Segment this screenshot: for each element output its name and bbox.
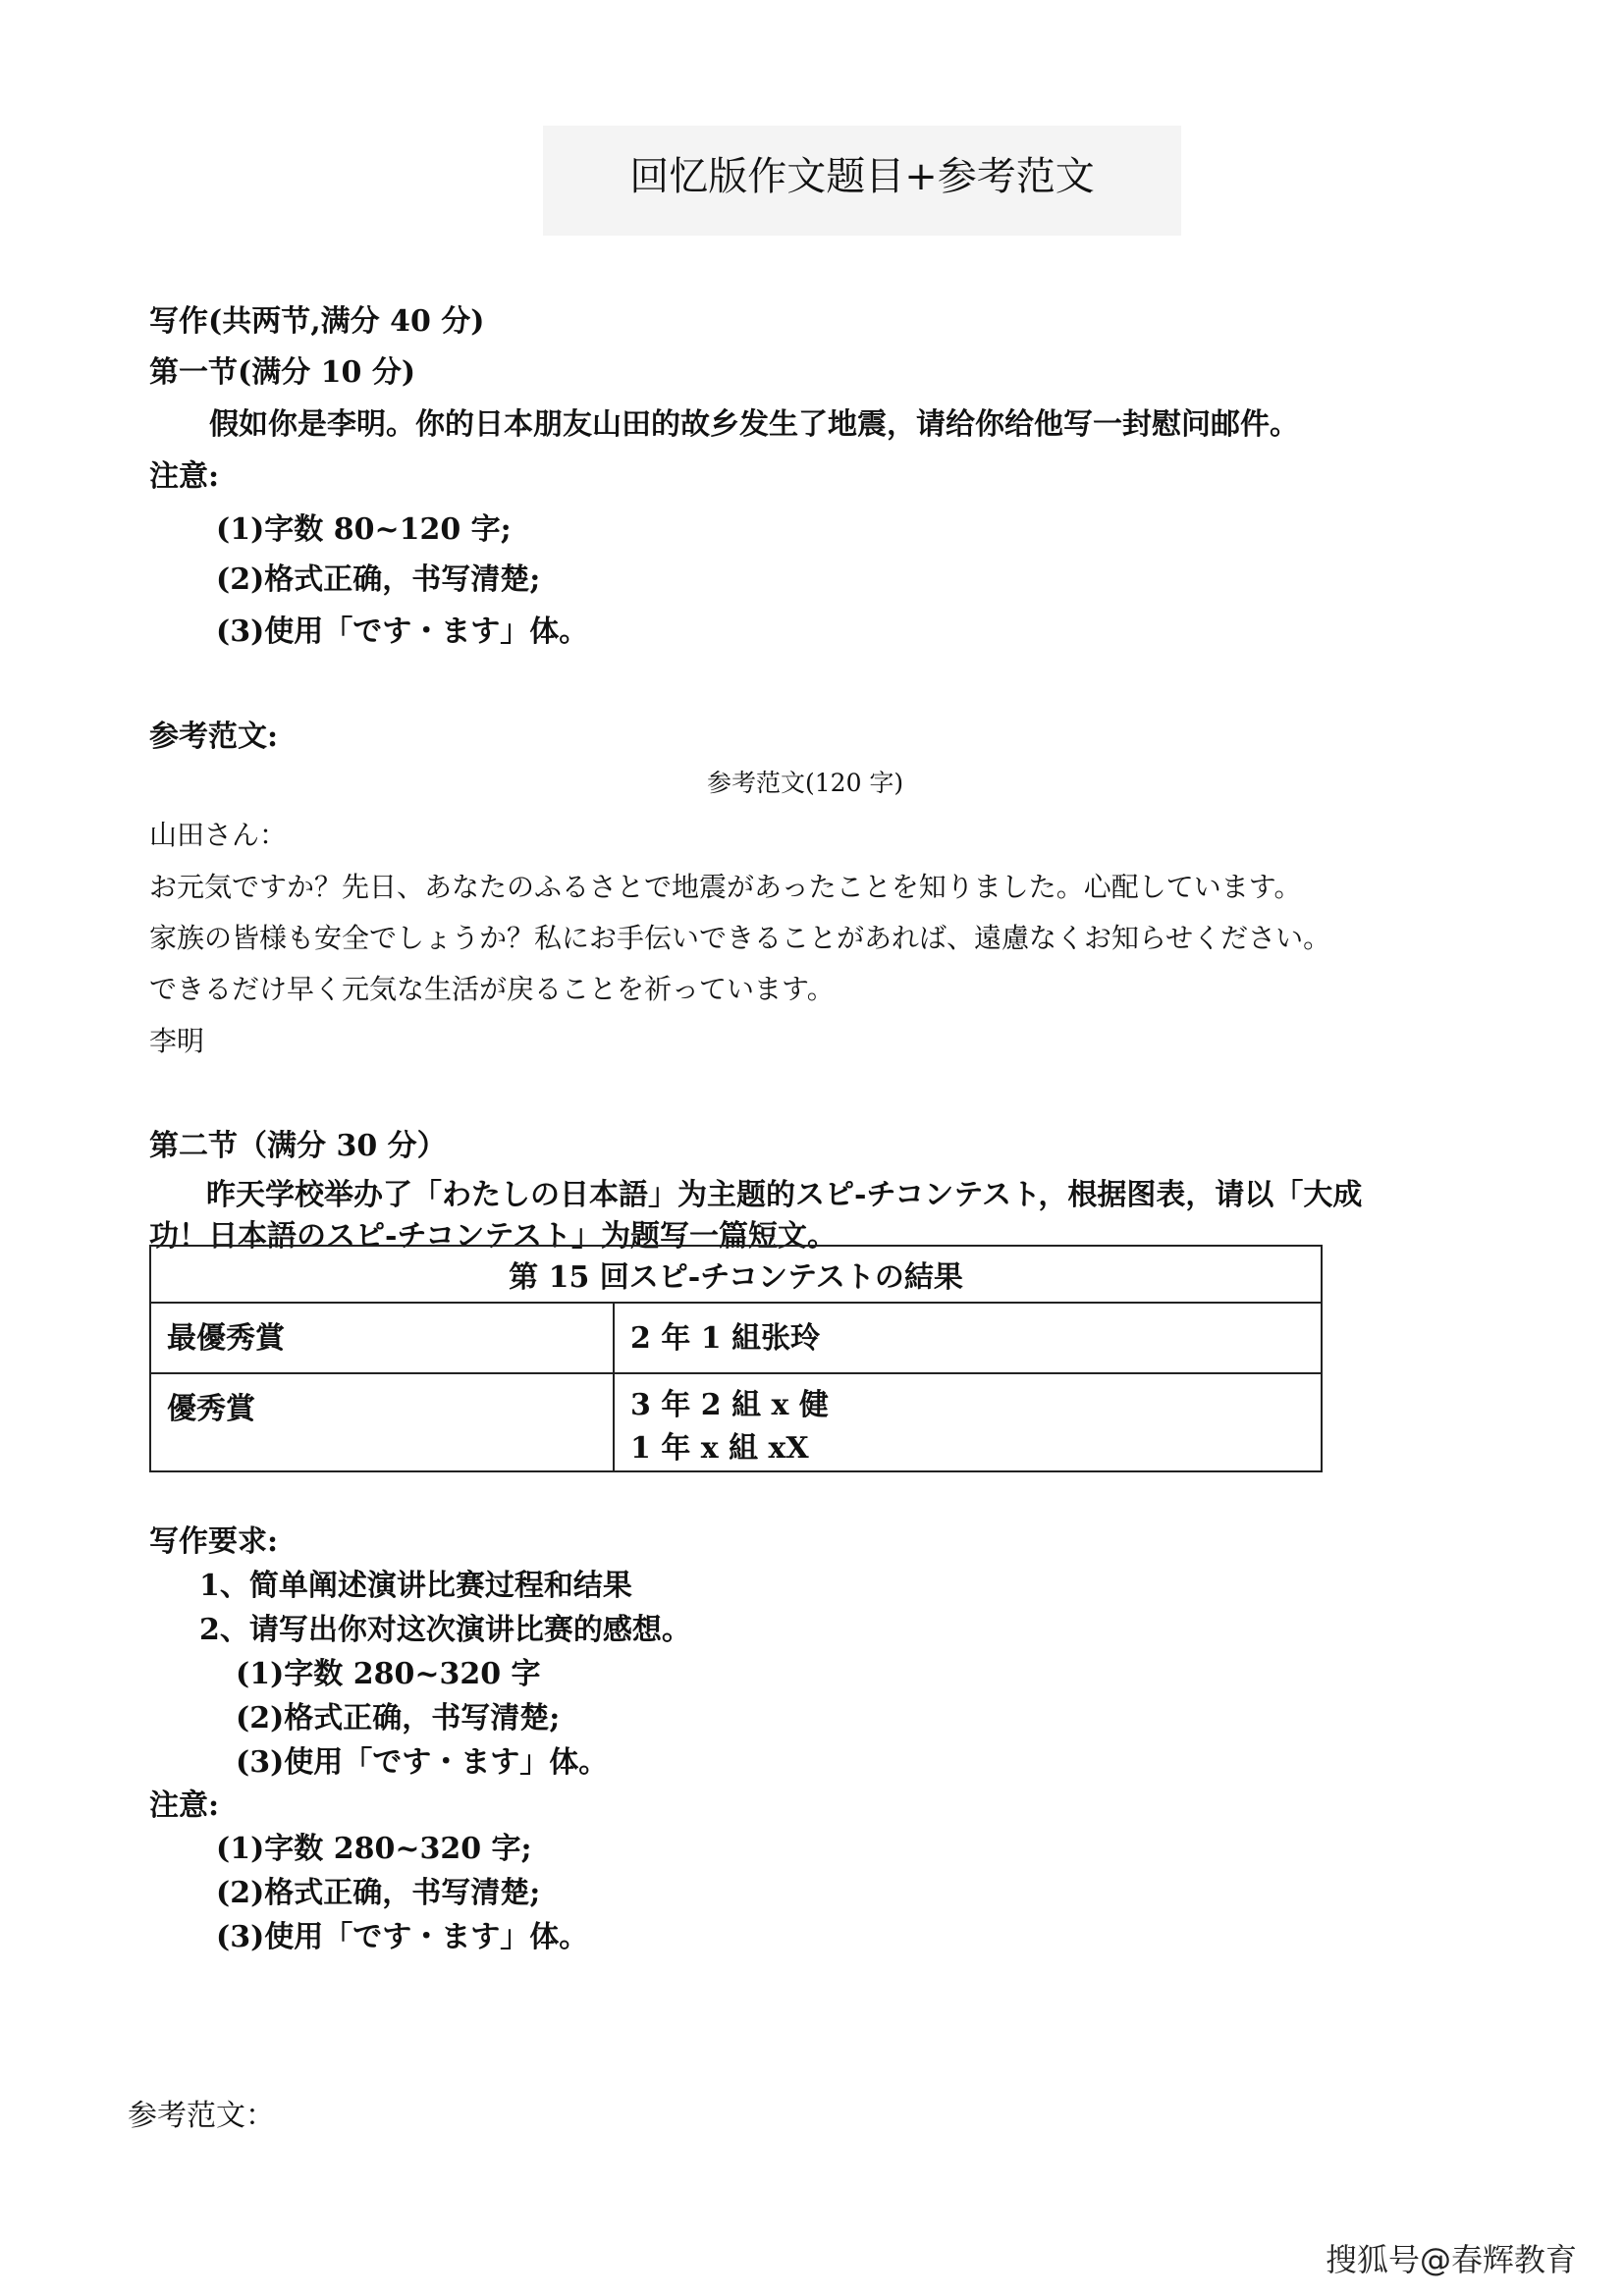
sub-requirement-2: (2)格式正确，书写清楚; [236,1701,561,1735]
winner-cell [614,1303,1322,1373]
section2-note-2: (2)格式正确，书写清楚; [216,1876,541,1910]
sample1-signature: 李明 [149,1025,205,1057]
winner-name: 1 年 x 組 xX [630,1431,809,1466]
section2-note-1: (1)字数 280~320 字; [216,1832,532,1866]
winner-cell [614,1373,1322,1471]
section2-notes-label: 注意: [149,1789,220,1823]
section1-heading: 第一节(满分 10 分) [149,355,416,390]
section1-prompt: 假如你是李明。你的日本朋友山田的故乡发生了地震，请给你给他写一封慰问邮件。 [209,407,1299,442]
sample1-subtitle: 参考范文(120 字) [707,769,904,797]
section1-note-3: (3)使用「です・ます」体。 [216,614,589,649]
section2-heading: 第二节（满分 30 分） [149,1129,447,1163]
winner-name: 2 年 1 組张玲 [630,1321,821,1356]
sample1-label: 参考范文: [149,720,279,754]
award-cell: 優秀賞 [150,1373,614,1471]
section2-note-3: (3)使用「です・ます」体。 [216,1920,589,1954]
section1-notes-label: 注意: [149,459,220,494]
table-row [150,1373,1322,1471]
section1-note-2: (2)格式正确，书写清楚; [216,562,541,597]
contest-result-table [149,1245,1323,1472]
sample2-label: 参考范文： [128,2099,275,2133]
section1-note-1: (1)字数 80~120 字; [216,512,512,547]
sample1-line-1: お元気ですか？先日、あなたのふるさとで地震があったことを知りました。心配しています。 [149,871,1302,903]
sample1-line-2: 家族の皆様も安全でしょうか？私にお手伝いできることがあれば、遠慮なくお知らせください。 [149,922,1331,954]
requirements-label: 写作要求: [149,1524,279,1559]
section2-prompt-line2: 功！日本語のスピ-チコンテスト」为题写一篇短文。 [149,1219,838,1254]
sample1-line-3: できるだけ早く元気な生活が戻ることを祈っています。 [149,973,835,1005]
watermark: 搜狐号@春辉教育 [1326,2241,1578,2278]
writing-header: 写作(共两节,满分 40 分) [149,304,485,339]
sub-requirement-1: (1)字数 280~320 字 [236,1657,541,1691]
requirement-1: 1、简单阐述演讲比赛过程和结果 [199,1569,632,1603]
section2-prompt-line1: 昨天学校举办了「わたしの日本語」为主题的スピ-チコンテスト，根据图表，请以「大成 [206,1178,1363,1212]
award-cell: 最優秀賞 [150,1303,614,1373]
page-title: 回忆版作文题目+参考范文 [629,154,1095,199]
table-row [150,1303,1322,1373]
sample1-greeting: 山田さん： [149,819,288,851]
sub-requirement-3: (3)使用「です・ます」体。 [236,1745,609,1780]
table-title: 第 15 回スピ-チコンテストの結果 [150,1246,1322,1303]
requirement-2: 2、请写出你对这次演讲比赛的感想。 [199,1613,691,1647]
winner-name: 3 年 2 組 x 健 [630,1388,829,1422]
